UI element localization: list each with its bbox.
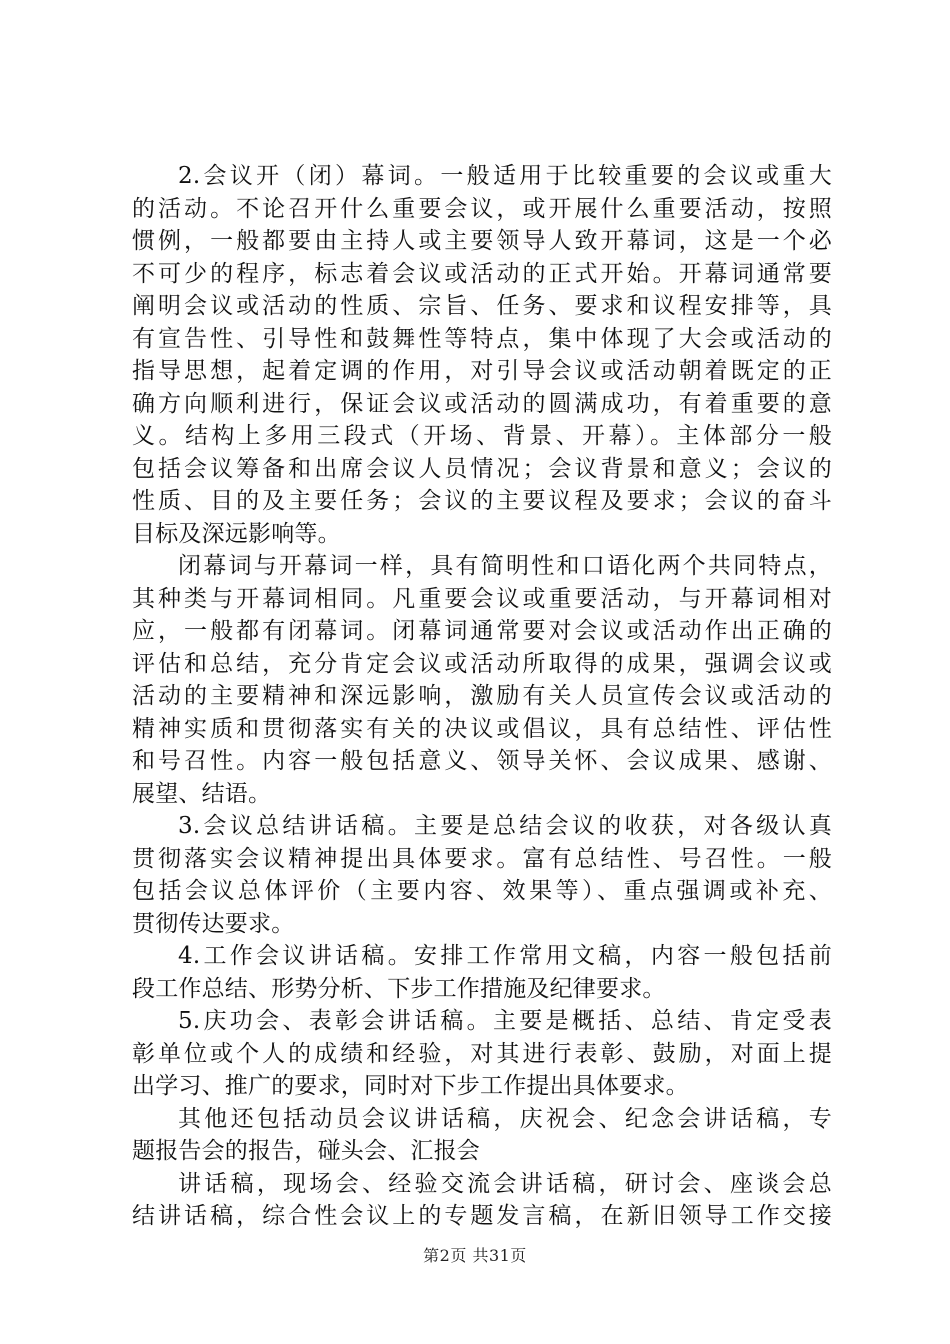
text-line: 目标及深远影响等。 [132, 520, 341, 547]
page-footer: 第2页 共31页 [423, 1246, 527, 1265]
text-line: 应，一般都有闭幕词。闭幕词通常要对会议或活动作出正确的 [132, 618, 832, 644]
text-line: 4.工作会议讲话稿。安排工作常用文稿，内容一般包括前 [178, 943, 832, 969]
document-body [132, 160, 832, 1233]
text-line: 5.庆功会、表彰会讲话稿。主要是概括、总结、肯定受表 [178, 1008, 832, 1034]
text-line: 段工作总结、形势分析、下步工作措施及纪律要求。 [132, 975, 666, 1002]
text-line: 指导思想，起着定调的作用，对引导会议或活动朝着既定的正 [132, 358, 832, 384]
text-line: 精神实质和贯彻落实有关的决议或倡议，具有总结性、评估性 [132, 715, 832, 742]
text-line: 的活动。不论召开什么重要会议，或开展什么重要活动，按照 [132, 195, 832, 222]
text-line: 题报告会的报告，碰头会、汇报会 [132, 1138, 480, 1164]
text-line: 2.会议开（闭）幕词。一般适用于比较重要的会议或重大 [178, 163, 832, 189]
text-line: 结讲话稿，综合性会议上的专题发言稿，在新旧领导工作交接 [132, 1203, 832, 1229]
text-line: 不可少的程序，标志着会议或活动的正式开始。开幕词通常要 [132, 260, 832, 287]
text-line: 贯彻落实会议精神提出具体要求。富有总结性、号召性。一般 [132, 845, 832, 872]
text-line: 性质、目的及主要任务；会议的主要议程及要求；会议的奋斗 [132, 488, 832, 514]
text-line: 和号召性。内容一般包括意义、领导关怀、会议成果、感谢、 [132, 748, 832, 774]
text-line: 讲话稿，现场会、经验交流会讲话稿，研讨会、座谈会总 [178, 1170, 832, 1197]
text-line: 3.会议总结讲话稿。主要是总结会议的收获，对各级认真 [178, 813, 832, 839]
text-line: 出学习、推广的要求，同时对下步工作提出具体要求。 [132, 1073, 689, 1099]
text-line: 阐明会议或活动的性质、宗旨、任务、要求和议程安排等，具 [132, 293, 832, 319]
text-line: 义。结构上多用三段式（开场、背景、开幕）。主体部分一般 [132, 423, 832, 449]
text-line: 惯例，一般都要由主持人或主要领导人致开幕词，这是一个必 [132, 228, 832, 254]
text-line: 评估和总结，充分肯定会议或活动所取得的成果，强调会议或 [132, 650, 832, 677]
text-line: 包括会议总体评价（主要内容、效果等）、重点强调或补充、 [132, 878, 832, 904]
text-line: 有宣告性、引导性和鼓舞性等特点，集中体现了大会或活动的 [132, 325, 832, 352]
text-line: 彰单位或个人的成绩和经验，对其进行表彰、鼓励，对面上提 [132, 1040, 832, 1067]
text-line: 贯彻传达要求。 [132, 910, 295, 937]
text-line: 活动的主要精神和深远影响，激励有关人员宣传会议或活动的 [132, 683, 832, 709]
text-line: 其种类与开幕词相同。凡重要会议或重要活动，与开幕词相对 [132, 585, 832, 612]
text-line: 闭幕词与开幕词一样，具有简明性和口语化两个共同特点， [178, 553, 832, 579]
text-line: 确方向顺利进行，保证会议或活动的圆满成功，有着重要的意 [132, 390, 832, 417]
text-line: 包括会议筹备和出席会议人员情况；会议背景和意义；会议的 [132, 455, 832, 482]
text-line: 展望、结语。 [132, 780, 272, 807]
text-line: 其他还包括动员会议讲话稿，庆祝会、纪念会讲话稿，专 [178, 1105, 832, 1132]
